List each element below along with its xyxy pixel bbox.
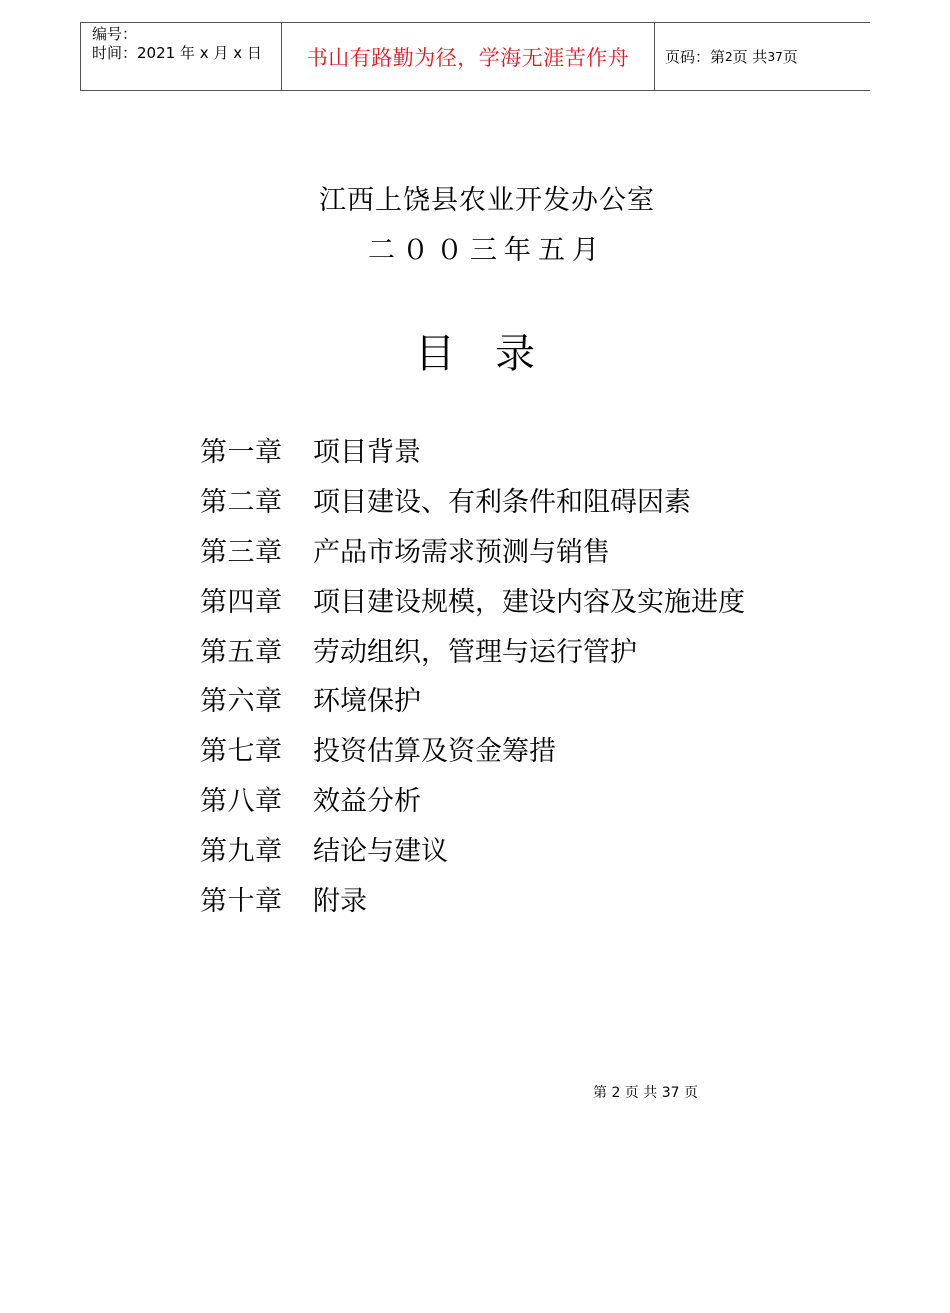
- header-table: [80, 22, 870, 91]
- time-year: 2021: [137, 44, 176, 62]
- toc-chapter: 第三章: [200, 536, 283, 568]
- time-month-char: 月: [213, 44, 229, 62]
- time-label: 时间：: [92, 44, 138, 62]
- toc-chapter: 第十章: [200, 885, 283, 917]
- toc-chapter-title: 项目背景: [313, 437, 421, 469]
- toc-chapter-title: 效益分析: [313, 785, 421, 817]
- toc-item[interactable]: [200, 624, 745, 674]
- toc-item[interactable]: [200, 674, 745, 724]
- toc-item[interactable]: [200, 425, 745, 475]
- toc-chapter-title: 投资估算及资金筹措: [313, 736, 556, 768]
- toc-item[interactable]: [200, 574, 745, 624]
- toc-item[interactable]: [200, 475, 745, 525]
- toc-chapter: 第一章: [200, 437, 283, 469]
- toc-chapter: 第七章: [200, 736, 283, 768]
- time-day: x: [233, 44, 243, 62]
- toc-chapter-title: 项目建设规模，建设内容及实施进度: [313, 586, 745, 618]
- toc-item[interactable]: [200, 873, 745, 923]
- time-year-char: 年: [179, 44, 195, 62]
- toc-chapter: 第九章: [200, 835, 283, 867]
- toc-chapter-title: 劳动组织，管理与运行管护: [313, 636, 637, 668]
- toc-chapter: 第四章: [200, 586, 283, 618]
- toc-title: 目录: [415, 331, 575, 377]
- header-page-info: [655, 23, 870, 90]
- page-number: 2: [725, 49, 733, 64]
- header-meta-cell: [80, 23, 281, 90]
- toc-chapter: 第八章: [200, 785, 283, 817]
- toc-chapter: 第二章: [200, 487, 283, 519]
- table-of-contents: [200, 425, 745, 923]
- time-day-char: 日: [246, 44, 262, 62]
- toc-item[interactable]: [200, 774, 745, 824]
- page-footer: 第 2 页 共 37 页: [593, 1085, 698, 1101]
- document-time: [92, 44, 281, 63]
- toc-chapter: 第五章: [200, 636, 283, 668]
- toc-item[interactable]: [200, 724, 745, 774]
- toc-chapter-title: 附录: [313, 885, 367, 917]
- toc-chapter-title: 项目建设、有利条件和阻碍因素: [313, 487, 691, 519]
- organization-name: 江西上饶县农业开发办公室: [319, 185, 655, 216]
- page-mid: 页 共: [732, 48, 768, 66]
- toc-chapter-title: 产品市场需求预测与销售: [313, 536, 610, 568]
- header-motto: 书山有路勤为径，学海无涯苦作舟: [281, 23, 655, 90]
- toc-chapter: 第六章: [200, 686, 283, 718]
- toc-chapter-title: 结论与建议: [313, 835, 448, 867]
- page-label: 页码：第: [665, 48, 726, 66]
- page-total: 37: [767, 49, 783, 64]
- document-number-label: 编号：: [92, 25, 138, 43]
- toc-item[interactable]: [200, 525, 745, 575]
- time-month: x: [199, 44, 209, 62]
- toc-chapter-title: 环境保护: [313, 686, 421, 718]
- toc-item[interactable]: [200, 823, 745, 873]
- page-end: 页: [782, 48, 798, 66]
- document-date: 二００三年五月: [368, 235, 606, 266]
